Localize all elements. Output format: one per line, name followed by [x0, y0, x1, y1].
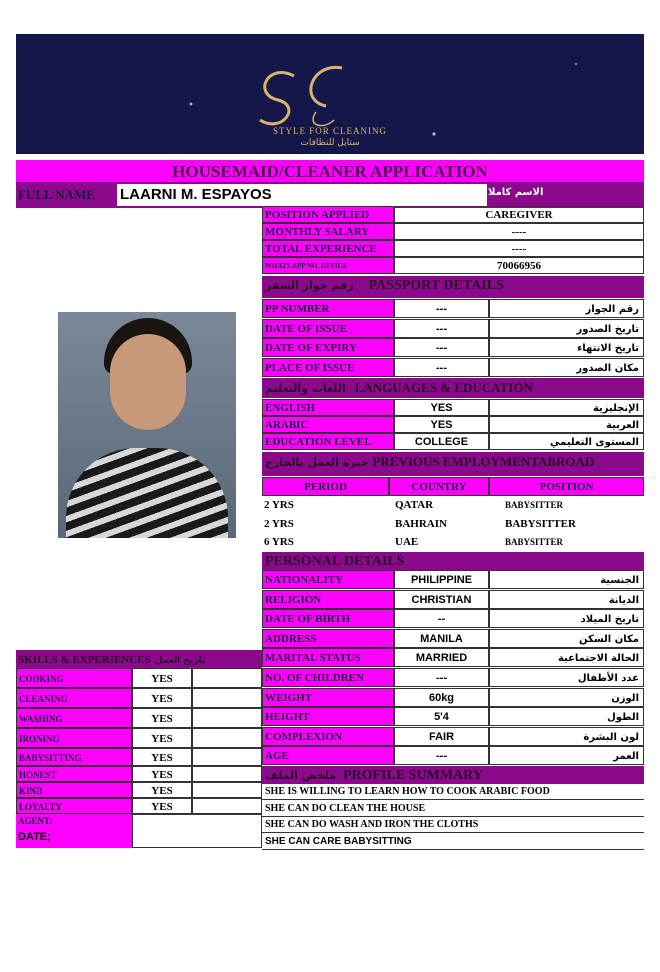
employment-col-country: COUNTRY: [389, 477, 489, 496]
personal-field-value: MANILA: [394, 629, 489, 648]
personal-field-label: MARITAL STATUS: [262, 648, 394, 667]
passport-title: PASSPORT DETAILS: [368, 278, 504, 293]
skill-value: YES: [132, 688, 192, 708]
personal-field-label: ADDRESS: [262, 629, 394, 648]
passport-field-ar: مكان الصدور: [489, 358, 644, 377]
language-field-value: YES: [394, 399, 489, 416]
language-field-ar: العربية: [489, 416, 644, 433]
personal-field-ar: لون البشرة: [489, 727, 644, 746]
passport-field-ar: تاريخ الانتهاء: [489, 338, 644, 357]
personal-field-label: COMPLEXION: [262, 727, 394, 746]
personal-field-value: MARRIED: [394, 648, 489, 667]
personal-field-ar: العمر: [489, 746, 644, 765]
passport-title-ar: رقم جواز السفر: [265, 279, 354, 292]
employment-col-position: POSITION: [489, 477, 644, 496]
passport-field-label: PLACE OF ISSUE: [262, 358, 394, 377]
employment-col-period: PERIOD: [262, 477, 389, 496]
employment-header: [262, 452, 644, 476]
application-title-text: HOUSEMAID/CLEANER APPLICATION: [172, 162, 488, 181]
employment-title: PREVIOUS EMPLOYMENTABROAD: [372, 454, 595, 469]
passport-field-value: ---: [394, 338, 489, 357]
language-field-label: EDUCATION LEVEL: [262, 433, 394, 450]
skill-value: YES: [132, 708, 192, 728]
profile-title-ar: ملخص الملف: [265, 769, 336, 782]
profile-title: PROFILE SUMMARY: [342, 768, 483, 783]
personal-field-ar: عدد الأطفال: [489, 668, 644, 687]
full-name-field: [117, 184, 487, 206]
full-name-label-ar: الاسم كاملا: [488, 187, 544, 198]
personal-field-value: 5'4: [394, 707, 489, 726]
top-field-label: POSITION APPLIED: [262, 206, 394, 223]
top-field-label: TOTAL EXPERIENCE: [262, 240, 394, 257]
top-field-value: ----: [394, 240, 644, 257]
languages-title-ar: اللغات والتعليم: [265, 382, 346, 395]
agent-cell: [16, 814, 132, 848]
employment-position: BABYSITTER: [505, 517, 576, 530]
skill-value: YES: [132, 782, 192, 798]
banner-tagline: STYLE FOR CLEANING: [273, 126, 387, 136]
language-field-value: COLLEGE: [394, 433, 489, 450]
language-field-value: YES: [394, 416, 489, 433]
skill-label: HONEST: [16, 766, 132, 782]
passport-field-value: ---: [394, 358, 489, 377]
employment-position: BABYSITTER: [505, 537, 564, 547]
passport-header: [262, 276, 644, 298]
company-logo: [16, 34, 644, 154]
top-field-value: CAREGIVER: [394, 206, 644, 223]
top-field-value: ----: [394, 223, 644, 240]
application-title: [16, 160, 644, 182]
language-field-label: ENGLISH: [262, 399, 394, 416]
personal-field-label: DATE OF BIRTH: [262, 609, 394, 628]
skill-extra-cell: [192, 708, 262, 728]
full-name-value: LAARNI M. ESPAYOS: [120, 186, 272, 203]
skill-extra-cell: [192, 798, 262, 814]
languages-title: LANGUAGES & EDUCATION: [354, 380, 533, 395]
skill-value: YES: [132, 728, 192, 748]
profile-summary-line: SHE CAN CARE BABYSITTING: [262, 834, 644, 850]
skill-extra-cell: [192, 782, 262, 798]
passport-field-value: ---: [394, 299, 489, 318]
skill-value: YES: [132, 766, 192, 782]
personal-field-label: NATIONALITY: [262, 570, 394, 589]
personal-field-value: PHILIPPINE: [394, 570, 489, 589]
passport-field-label: DATE OF ISSUE: [262, 319, 394, 338]
top-field-value: 70066956: [394, 257, 644, 274]
personal-field-value: ---: [394, 746, 489, 765]
banner-tagline-ar: ستايل للنظافات: [300, 138, 360, 148]
skill-extra-cell: [192, 688, 262, 708]
skill-extra-cell: [192, 748, 262, 766]
language-field-ar: الإنجليزية: [489, 399, 644, 416]
employment-period: 2 YRS: [264, 499, 294, 511]
agent-value-cell: [132, 814, 262, 848]
personal-field-label: WEIGHT: [262, 688, 394, 707]
skill-extra-cell: [192, 766, 262, 782]
passport-field-label: DATE OF EXPIRY: [262, 338, 394, 357]
language-field-label: ARABIC: [262, 416, 394, 433]
employment-period: 6 YRS: [264, 536, 294, 548]
personal-field-value: FAIR: [394, 727, 489, 746]
profile-header: [262, 766, 644, 784]
skill-label: BABYSITTING: [16, 748, 132, 766]
employment-country: QATAR: [395, 499, 434, 511]
top-field-label: MONTHLY SALARY: [262, 223, 394, 240]
personal-field-value: 60kg: [394, 688, 489, 707]
personal-field-label: AGE: [262, 746, 394, 765]
personal-field-label: NO. OF CHILDREN: [262, 668, 394, 687]
employment-period: 2 YRS: [264, 517, 294, 530]
personal-field-ar: الوزن: [489, 688, 644, 707]
passport-field-value: ---: [394, 319, 489, 338]
skill-value: YES: [132, 748, 192, 766]
personal-field-value: --: [394, 609, 489, 628]
profile-summary-line: SHE CAN DO WASH AND IRON THE CLOTHS: [262, 817, 644, 833]
applicant-photo: [58, 312, 236, 538]
personal-field-ar: الحالة الاجتماعية: [489, 648, 644, 667]
personal-field-ar: الجنسية: [489, 570, 644, 589]
skill-value: YES: [132, 668, 192, 688]
full-name-label: FULL NAME: [18, 187, 95, 202]
personal-header: [262, 552, 644, 570]
personal-field-ar: تاريخ الميلاد: [489, 609, 644, 628]
skill-label: LOYALTY: [16, 798, 132, 814]
personal-field-label: RELIGION: [262, 590, 394, 609]
skills-title-ar: تاريخ العمل: [154, 656, 206, 666]
passport-field-ar: رقم الجواز: [489, 299, 644, 318]
employment-country: BAHRAIN: [395, 517, 447, 530]
skills-title: SKILLS & EXPERIENCES: [18, 654, 151, 666]
skill-label: COOKING: [16, 668, 132, 688]
personal-field-value: CHRISTIAN: [394, 590, 489, 609]
skill-label: CLEANING: [16, 688, 132, 708]
skill-label: KIND: [16, 782, 132, 798]
agent-label: AGENT:: [18, 816, 53, 826]
personal-field-ar: الطول: [489, 707, 644, 726]
personal-field-ar: الديانة: [489, 590, 644, 609]
top-field-label: WHATS APP NO. OFFICE: [262, 257, 394, 274]
skill-extra-cell: [192, 728, 262, 748]
skill-value: YES: [132, 798, 192, 814]
employment-position: BABYSITTER: [505, 500, 564, 510]
personal-field-label: HEIGHT: [262, 707, 394, 726]
passport-field-ar: تاريخ الصدور: [489, 319, 644, 338]
skill-label: WASHING: [16, 708, 132, 728]
profile-summary-line: SHE CAN DO CLEAN THE HOUSE: [262, 801, 644, 817]
personal-field-ar: مكان السكن: [489, 629, 644, 648]
profile-summary-line: SHE IS WILLING TO LEARN HOW TO COOK ARABIC FOOD: [262, 784, 644, 800]
date-label: DATE;: [18, 831, 51, 843]
employment-country: UAE: [395, 536, 419, 548]
skill-label: IRONING: [16, 728, 132, 748]
passport-field-label: PP NUMBER: [262, 299, 394, 318]
banner: [16, 34, 644, 154]
skill-extra-cell: [192, 668, 262, 688]
language-field-ar: المستوى التعليمي: [489, 433, 644, 450]
personal-field-value: ---: [394, 668, 489, 687]
employment-title-ar: خبرة العمل بالخارج: [265, 456, 369, 469]
personal-title: PERSONAL DETAILS: [265, 554, 405, 569]
languages-header: [262, 378, 644, 398]
skills-header: [16, 650, 262, 668]
